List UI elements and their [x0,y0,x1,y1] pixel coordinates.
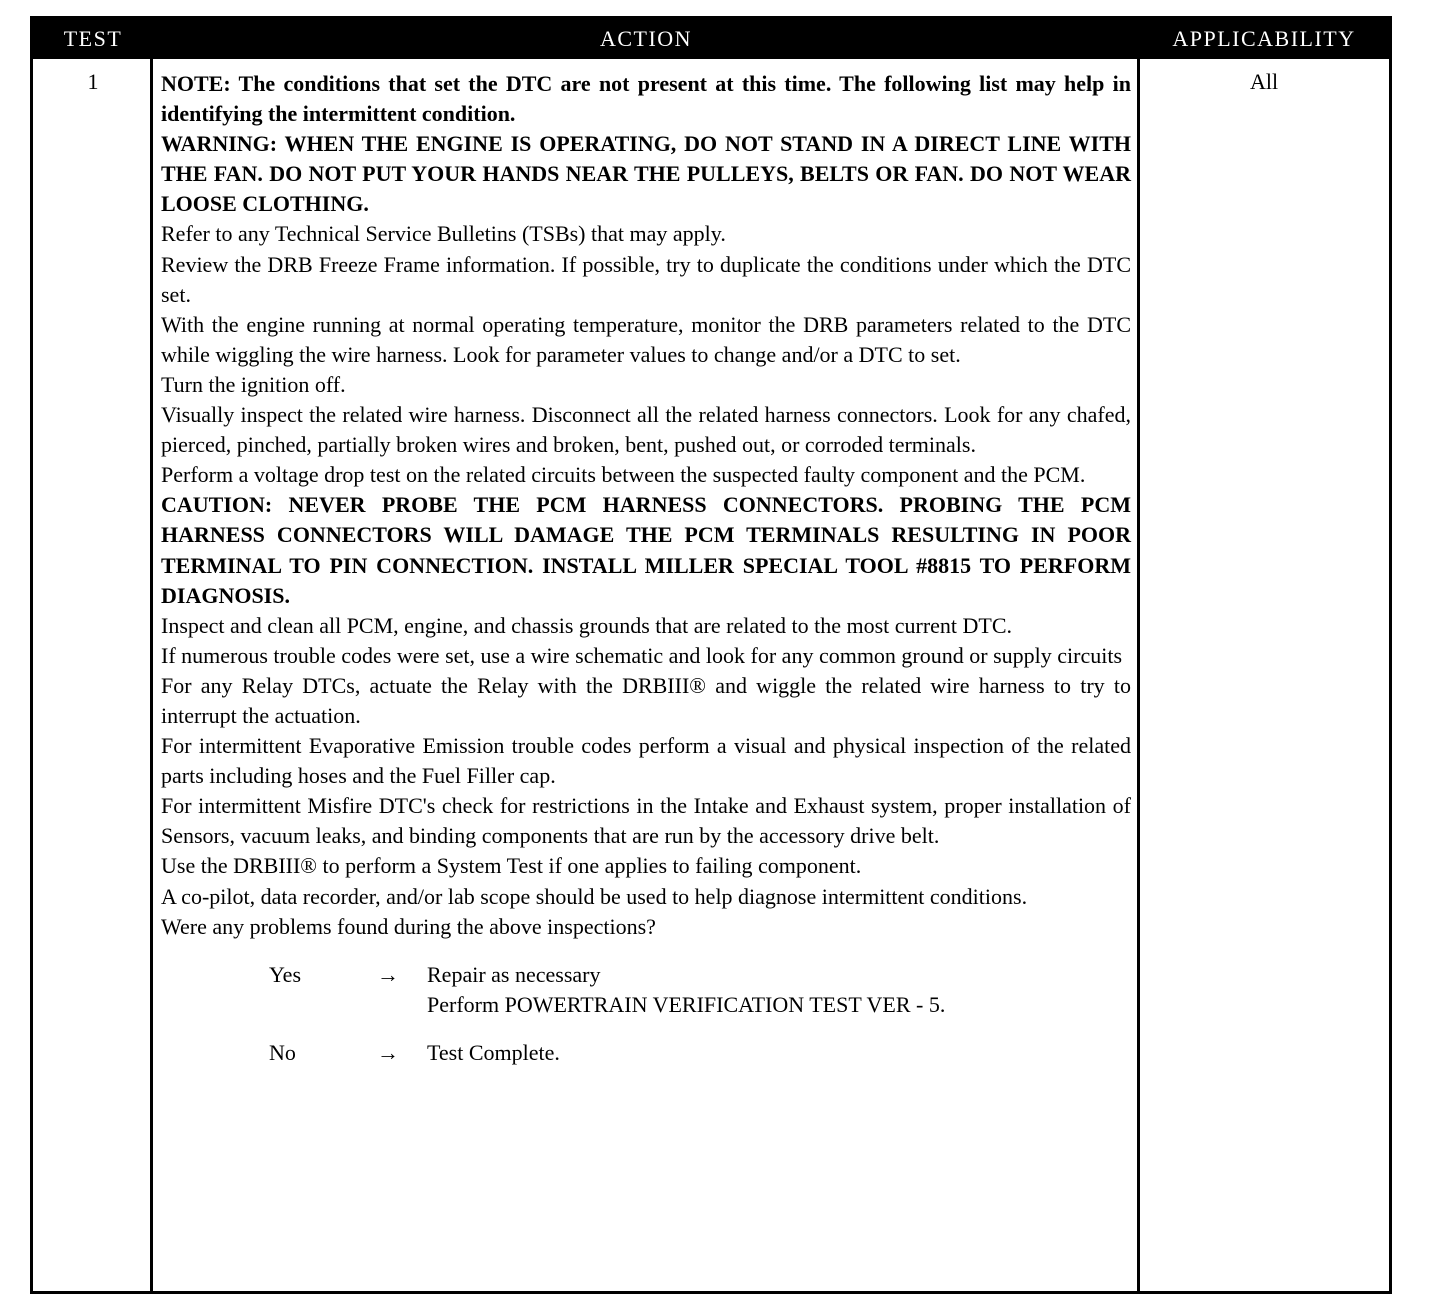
instruction-paragraph: For intermittent Evaporative Emission trouble codes perform a visual and physical inspection of the related parts including hoses and the Fuel Filler cap. [161,733,1131,789]
note-paragraph: NOTE: The conditions that set the DTC are not present at this time. The following list may help in identifying the intermittent condition. [161,71,1131,127]
column-divider [1137,59,1140,1291]
header-action: ACTION [599,26,693,51]
yes-answer [161,960,1131,1020]
column-divider [150,59,153,1291]
no-line-1: Test Complete. [427,1039,560,1065]
instruction-paragraph: Visually inspect the related wire harness. Disconnect all the related harness connectors. Look for any chafed, pierced, pinched, partially broken wires and broken, bent, pushed out, or corroded terminals. [161,402,1131,458]
header-test: TEST [63,26,123,51]
arrow-right-icon: → [377,961,399,987]
instruction-paragraph: If numerous trouble codes were set, use a wire schematic and look for any common ground or supply circuits [161,642,1123,668]
instruction-paragraph: With the engine running at normal operating temperature, monitor the DRB parameters related to the DTC while wiggling the wire harness. Look for parameter values to change and/or a DTC to set. [161,311,1131,367]
diagnostic-test-table [30,16,1392,1294]
caution-paragraph: CAUTION: NEVER PROBE THE PCM HARNESS CONNECTORS. PROBING THE PCM HARNESS CONNECTORS WILL DAMAGE THE PCM TERMINALS RESULTING IN POOR TERMINAL TO PIN CONNECTION. INSTALL MILLER SPECIAL TOOL #8815 TO PERFORM DIAGNOSIS. [161,492,1131,608]
question-paragraph: Were any problems found during the above inspections? [161,913,656,939]
instruction-paragraph: A co-pilot, data recorder, and/or lab scope should be used to help diagnose intermittent conditions. [161,883,1028,909]
table-header [33,19,1389,59]
instruction-paragraph: Turn the ignition off. [161,371,346,397]
yes-text [427,960,1131,1020]
action-cell [161,69,1131,1068]
instruction-paragraph: Inspect and clean all PCM, engine, and chassis grounds that are related to the most current DTC. [161,612,1013,638]
test-number: 1 [87,69,99,94]
answer-block [161,960,1131,1068]
yes-line-1: Repair as necessary [427,961,601,987]
instruction-paragraph: Perform a voltage drop test on the related circuits between the suspected faulty component and the PCM. [161,462,1086,488]
instruction-paragraph: For any Relay DTCs, actuate the Relay with the DRBIII® and wiggle the related wire harness to try to interrupt the actuation. [161,672,1131,728]
yes-label: Yes [269,961,302,987]
header-applicability: APPLICABILITY [1172,26,1356,51]
no-answer [161,1038,1131,1068]
instruction-paragraph: Refer to any Technical Service Bulletins (TSBs) that may apply. [161,221,726,247]
applicability-value: All [1249,69,1279,94]
yes-line-2: Perform POWERTRAIN VERIFICATION TEST VER - 5. [427,991,946,1017]
instruction-paragraph: Review the DRB Freeze Frame information. If possible, try to duplicate the conditions under which the DTC set. [161,251,1131,307]
warning-paragraph: WARNING: WHEN THE ENGINE IS OPERATING, DO NOT STAND IN A DIRECT LINE WITH THE FAN. DO NOT PUT YOUR HANDS NEAR THE PULLEYS, BELTS OR FAN. DO NOT WEAR LOOSE CLOTHING. [161,131,1131,217]
no-label: No [269,1039,296,1065]
arrow-right-icon: → [377,1039,399,1065]
instruction-paragraph: Use the DRBIII® to perform a System Test if one applies to failing component. [161,853,862,879]
instruction-paragraph: For intermittent Misfire DTC's check for restrictions in the Intake and Exhaust system, proper installation of Sensors, vacuum leaks, and binding components that are run by the accessory drive belt. [161,793,1131,849]
